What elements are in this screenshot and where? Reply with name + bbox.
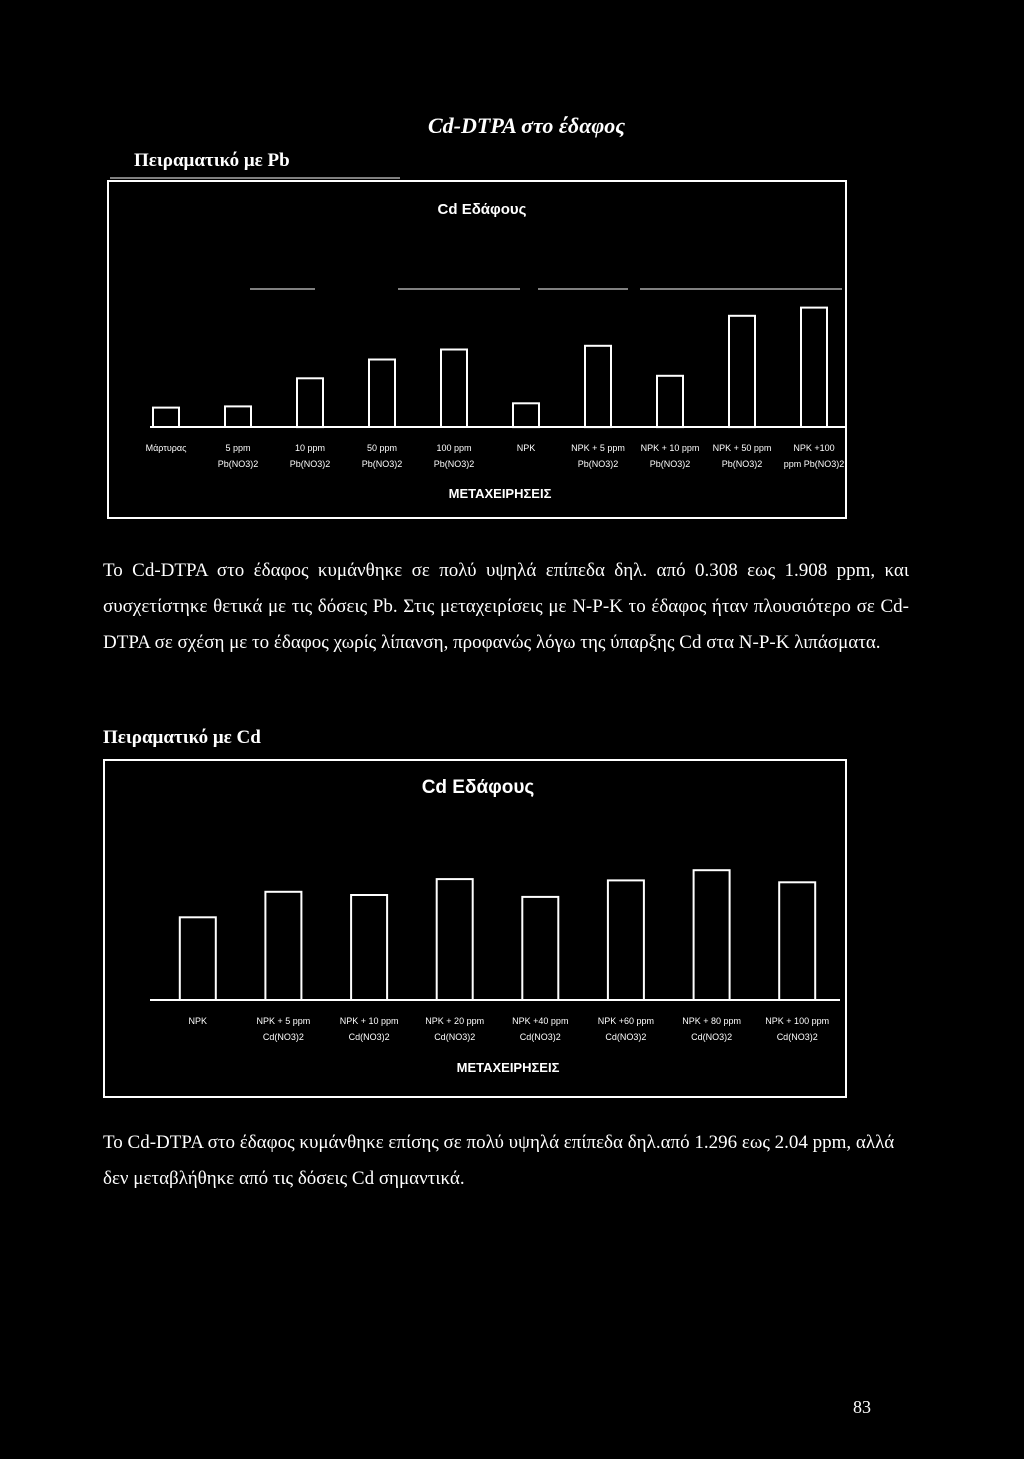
chart2-tick-label: Cd(NO3)2	[519, 1032, 561, 1042]
section-heading-cd: Πειραματικό με Cd	[103, 727, 261, 748]
chart1-bar	[297, 378, 323, 427]
chart1-tick-label: Μάρτυρας	[145, 443, 187, 453]
chart1-title: Cd Εδάφους	[437, 201, 527, 218]
chart1-tick-label: NPK	[516, 443, 536, 453]
chart1-tick-label: Pb(NO3)2	[217, 459, 259, 469]
paragraph-cd: Το Cd-DTPA στο έδαφος κυμάνθηκε επίσης σε πολύ υψηλά επίπεδα δηλ.από 1.296 εως 2.04 ppm, αλλά δεν μεταβλήθηκε από τις δόσεις Cd σημαντικά.	[103, 1132, 895, 1189]
section-heading-pb: Πειραματικό με Pb	[134, 150, 290, 171]
chart1-tick-label: Pb(NO3)2	[433, 459, 475, 469]
chart1-tick-labels	[146, 443, 845, 469]
chart2-tick-label: Cd(NO3)2	[348, 1032, 390, 1042]
chart1-tick-label: 10 ppm	[294, 443, 326, 453]
chart1-bar	[585, 346, 611, 427]
chart1-tick-label: Pb(NO3)2	[721, 459, 763, 469]
chart1-bar	[225, 406, 251, 427]
chart1-tick-label: NPK +100	[793, 443, 835, 453]
chart1-bar	[153, 408, 179, 427]
chart2-bar	[437, 879, 473, 1000]
chart1-bars	[153, 308, 827, 427]
chart1-tick-label: 50 ppm	[366, 443, 398, 453]
chart2-tick-label: NPK + 80 ppm	[682, 1016, 741, 1026]
chart2-bar	[265, 892, 301, 1000]
chart2-tick-label: Cd(NO3)2	[776, 1032, 818, 1042]
chart1-tick-label: NPK + 5 ppm	[571, 443, 625, 453]
chart1-bar	[369, 360, 395, 428]
chart2-bar	[351, 895, 387, 1000]
chart1-tick-label: Pb(NO3)2	[577, 459, 619, 469]
chart2-tick-label: NPK + 100 ppm	[765, 1016, 830, 1026]
page-number: 83	[853, 1397, 871, 1417]
chart2-tick-labels	[189, 1016, 830, 1042]
chart1-tick-label: NPK + 50 ppm	[712, 443, 772, 453]
chart2-tick-label: NPK	[188, 1016, 208, 1026]
chart2-bar	[522, 897, 558, 1000]
chart2-tick-label: NPK + 10 ppm	[339, 1016, 399, 1026]
chart2-bar	[180, 917, 216, 1000]
chart2-bar	[608, 880, 644, 1000]
chart2-tick-label: Cd(NO3)2	[605, 1032, 647, 1042]
page-heading: Cd-DTPA στο έδαφος	[428, 113, 626, 138]
paragraph-pb: Το Cd-DTPA στο έδαφος κυμάνθηκε σε πολύ υψηλά επίπεδα δηλ. από 0.308 εως 1.908 ppm, και συσχετίστηκε θετικά με τις δόσεις Pb. Στις μεταχειρίσεις με N-P-K το έδαφος ήταν πλουσιότερο σε Cd-DTPA σε σχέση με το έδαφος χωρίς λίπανση, προφανώς λόγω της ύπαρξης Cd στα N-P-K λιπάσματα.	[103, 560, 909, 653]
chart1-bar	[729, 316, 755, 427]
chart1-x-axis-label: ΜΕΤΑΧΕΙΡΗΣΕΙΣ	[448, 486, 552, 501]
chart1-bar	[513, 403, 539, 427]
chart1-tick-label: Pb(NO3)2	[361, 459, 403, 469]
chart1-tick-label: 100 ppm	[436, 443, 472, 453]
chart2-bar	[694, 870, 730, 1000]
chart2-tick-label: NPK +40 ppm	[512, 1016, 569, 1026]
chart2-tick-label: Cd(NO3)2	[434, 1032, 476, 1042]
chart2-tick-label: NPK + 20 ppm	[425, 1016, 485, 1026]
chart1-tick-label: NPK + 10 ppm	[640, 443, 700, 453]
chart1-tick-label: Pb(NO3)2	[649, 459, 691, 469]
chart2-bars	[180, 870, 815, 1000]
chart1-tick-label: Pb(NO3)2	[289, 459, 331, 469]
chart2-tick-label: Cd(NO3)2	[691, 1032, 733, 1042]
chart2-bar	[779, 882, 815, 1000]
chart1-tick-label: ppm Pb(NO3)2	[783, 459, 845, 469]
chart2-tick-label: Cd(NO3)2	[262, 1032, 304, 1042]
chart2-tick-label: NPK + 5 ppm	[256, 1016, 311, 1026]
chart2-title: Cd Εδάφους	[421, 777, 535, 798]
chart1-bar	[441, 350, 467, 428]
chart1-bar	[657, 376, 683, 427]
chart2-x-axis-label: ΜΕΤΑΧΕΙΡΗΣΕΙΣ	[456, 1060, 560, 1075]
chart2-tick-label: NPK +60 ppm	[597, 1016, 655, 1026]
chart1-tick-label: 5 ppm	[225, 443, 251, 453]
chart1-bar	[801, 308, 827, 427]
